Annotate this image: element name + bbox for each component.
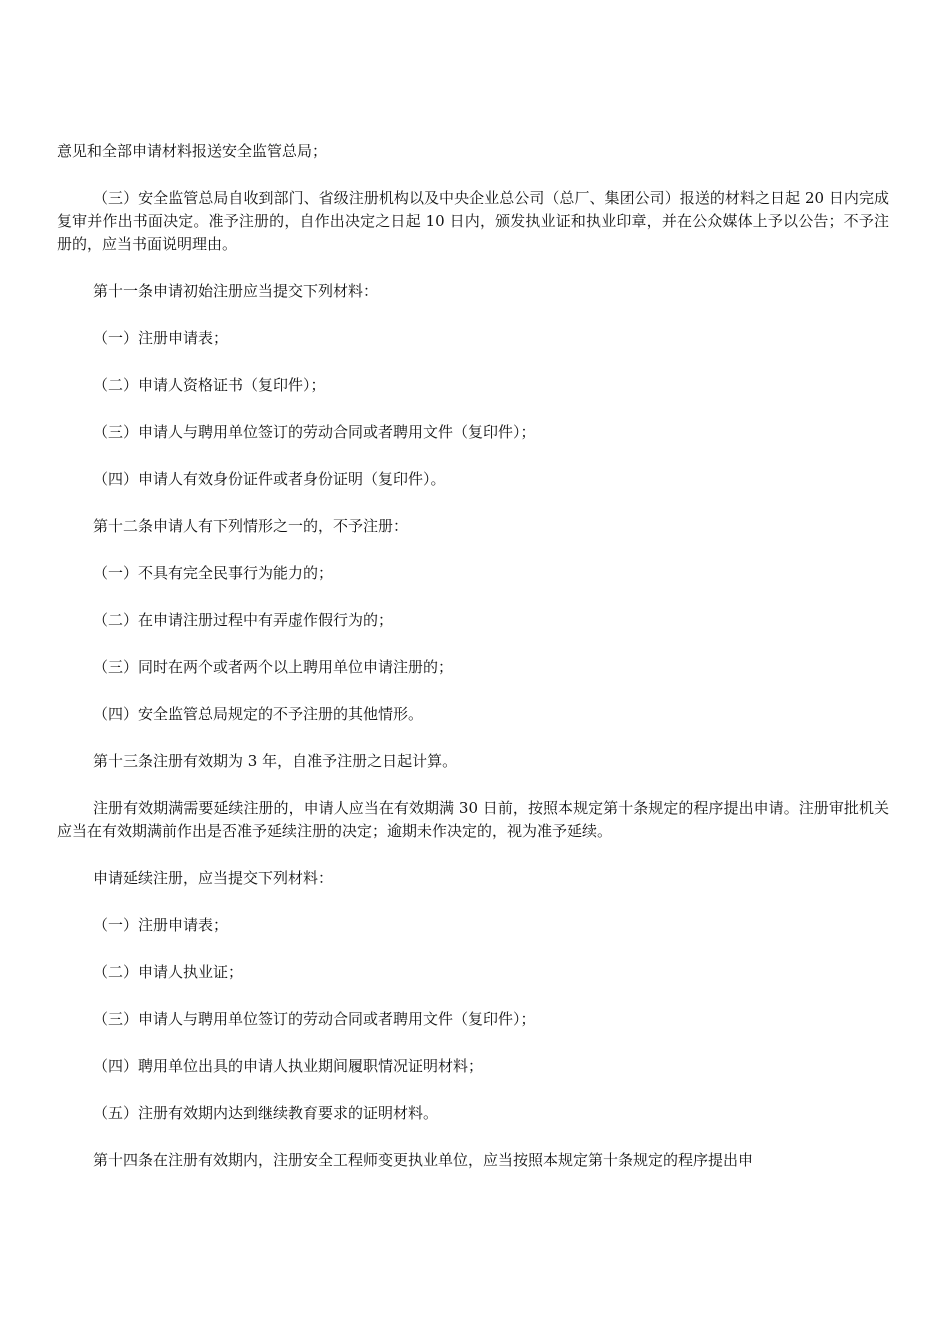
renewal-item-1: （一）注册申请表； [93,916,229,934]
article-11-item-4: （四）申请人有效身份证件或者身份证明（复印件）。 [93,470,446,488]
article-12-item-1: （一）不具有完全民事行为能力的； [93,564,334,582]
article-12-item-2: （二）在申请注册过程中有弄虚作假行为的； [93,611,394,629]
renewal-item-2: （二）申请人执业证； [93,963,244,981]
article-13-heading: 第十三条注册有效期为 3 年，自准予注册之日起计算。 [93,752,458,770]
article-11-item-1: （一）注册申请表； [93,329,229,347]
renewal-item-5: （五）注册有效期内达到继续教育要求的证明材料。 [93,1104,439,1122]
paragraph-review-decision: （三）安全监管总局自收到部门、省级注册机构以及中央企业总公司（总厂、集团公司）报送的材料之日起 20 日内完成复审并作出书面决定。准予注册的，自作出决定之日起 10 日内，颁发执业证和执业印章，并在公众媒体上予以公告；不予注册的，应当书面说明理由。 [57,189,889,253]
article-12-item-3: （三）同时在两个或者两个以上聘用单位申请注册的； [93,658,454,676]
article-12-heading: 第十二条申请人有下列情形之一的，不予注册： [93,517,409,535]
renewal-item-3: （三）申请人与聘用单位签订的劳动合同或者聘用文件（复印件）； [93,1010,536,1028]
renewal-materials-heading: 申请延续注册，应当提交下列材料： [93,869,334,887]
paragraph-renewal: 注册有效期满需要延续注册的，申请人应当在有效期满 30 日前，按照本规定第十条规定的程序提出申请。注册审批机关应当在有效期满前作出是否准予延续注册的决定；逾期未作决定的，视为准予延续。 [57,799,889,840]
article-12-item-4: （四）安全监管总局规定的不予注册的其他情形。 [93,705,424,723]
article-11-item-3: （三）申请人与聘用单位签订的劳动合同或者聘用文件（复印件）； [93,423,536,441]
article-14-heading: 第十四条在注册有效期内，注册安全工程师变更执业单位，应当按照本规定第十条规定的程序提出申 [93,1151,754,1169]
article-11-item-2: （二）申请人资格证书（复印件）； [93,376,326,394]
article-11-heading: 第十一条申请初始注册应当提交下列材料： [93,282,379,300]
renewal-item-4: （四）聘用单位出具的申请人执业期间履职情况证明材料； [93,1057,484,1075]
document-body [57,140,889,1196]
paragraph-continuation: 意见和全部申请材料报送安全监管总局； [57,142,328,160]
